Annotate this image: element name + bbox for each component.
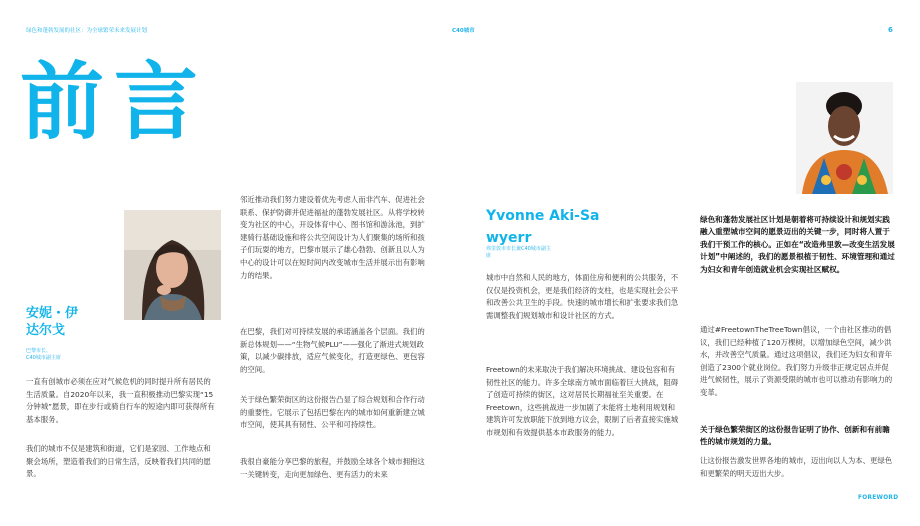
hidalgo-role-line2: C40城市副主席 [26, 355, 61, 361]
middle-paragraph-1: 邻近推动我们努力建设着优先考虑人而非汽车、促进社会联系、保护防御并促进福祉的蓬勃发展社区。从将学校转变为社区的中心，开设体育中心、图书馆和游泳池，到扩建骑行基础设施和将公共空间设计为人们聚集的场所和孩子们玩耍的地方，巴黎市展示了雄心勃勃、创新且以人为中心的设计可以在短时间内改变城市生活并展示出有影响力的结果。 [240, 195, 425, 280]
middle-paragraph-2: 在巴黎，我们对可持续发展的承诺涵盖各个层面。我们的新总体规划——“生物气候PLU”——强化了渐进式规划政策，以减少碳排放，适应气候变化，打造更绿色、更包容的空间。 [240, 327, 425, 374]
yvonne-paragraph-1: 城市中自然和人民的地方，体面住房和便利的公共服务，不仅仅是投资机会，更是我们经济的支柱，也是实现社会公平和改善公共卫生的手段。快速的城市增长和扩张要求我们急需调整我们规划城市和设计社区的方式。 [486, 273, 679, 320]
hidalgo-name-line2: 达尔戈 [26, 323, 66, 338]
yvonne-role-line1: 弗里敦市市长兼C40城市副主 [486, 246, 551, 252]
header-center-text: C40城市 [452, 28, 475, 34]
yvonne-role-line2: 席 [486, 253, 492, 259]
right-paragraph-1: 通过#FreetownTheTreeTown倡议，一个由社区推动的倡议，我们已经种植了120万棵树，以增加绿色空间，减少洪水，并改善空气质量。通过这项倡议，我们还为妇女和青年创造了2300个就业岗位。我们努力升级非正规定居点并促进气候韧性，展示了资源受限的城市也可以推动有影响力的变革。 [700, 325, 893, 397]
portrait-yvonne [796, 82, 893, 194]
right-quote-1: 绿色和蓬勃发展社区计划是朝着将可持续设计和规划实践融入重塑城市空间的愿景迈出的关键一步，同时将人置于我们干预工作的核心。正如在“改造弗里敦—改变生活发展计划”中阐述的，我们的愿景根植于韧性、环境管理和通过为妇女和青年创造就业机会实现社区赋权。 [700, 215, 895, 274]
middle-paragraph-4: 我很自豪能分享巴黎的旅程，并鼓励全球各个城市拥抱这一关键转变，走向更加绿色、更有活力的未来 [240, 457, 425, 479]
middle-paragraph-3: 关于绿色繁荣街区的这份报告凸显了综合规划和合作行动的重要性。它展示了包括巴黎在内的城市如何重新建立城市空间，使其具有韧性、公平和可持续性。 [240, 395, 425, 430]
yvonne-name-line1: Yvonne Aki-Sa [486, 208, 600, 224]
hidalgo-paragraph-2: 我们的城市不仅是建筑和街道，它们是家园、工作地点和聚会场所，塑造着我们的日常生活，反映着我们共同的愿景。 [26, 444, 211, 479]
hidalgo-role-line1: 巴黎市长、 [26, 348, 52, 354]
portrait-hidalgo [124, 210, 221, 320]
footer-label: FOREWORD [858, 495, 899, 501]
yvonne-name-line2: wyerr [486, 230, 532, 246]
page-number: 6 [888, 26, 893, 34]
right-paragraph-2: 让这份报告激发世界各地的城市，迈出向以人为本、更绿色和更繁荣的明天迈出大步。 [700, 456, 893, 478]
yvonne-paragraph-2: Freetown的未来取决于我们解决环境挑战、建设包容和有韧性社区的能力。许多全球南方城市面临着巨大挑战，阻碍了创造可持续的街区，这对居民长期福祉至关重要。在Freetown，这些挑战进一步加剧了未能将土地利用规划和建筑许可发放职能下放到地方议会，限制了后者直接实施城市规划和有效提供基本市政服务的能力。 [486, 365, 679, 437]
right-quote-2: 关于绿色繁荣街区的这份报告证明了协作、创新和有前瞻性的城市规划的力量。 [700, 425, 890, 447]
page-title: 前言 [20, 53, 209, 151]
hidalgo-paragraph-1: 一直有创城市必须在应对气候危机的同时提升所有居民的生活质量。自2020年以来，我一直积极推动巴黎实现“15分钟城”愿景，即在步行或骑自行车的短途内即可获得所有基本服务。 [26, 377, 215, 424]
hidalgo-name-line1: 安妮・伊 [26, 306, 79, 321]
header-left-text: 绿色和蓬勃发展的社区：为全球繁荣未来发展计划 [26, 28, 148, 34]
